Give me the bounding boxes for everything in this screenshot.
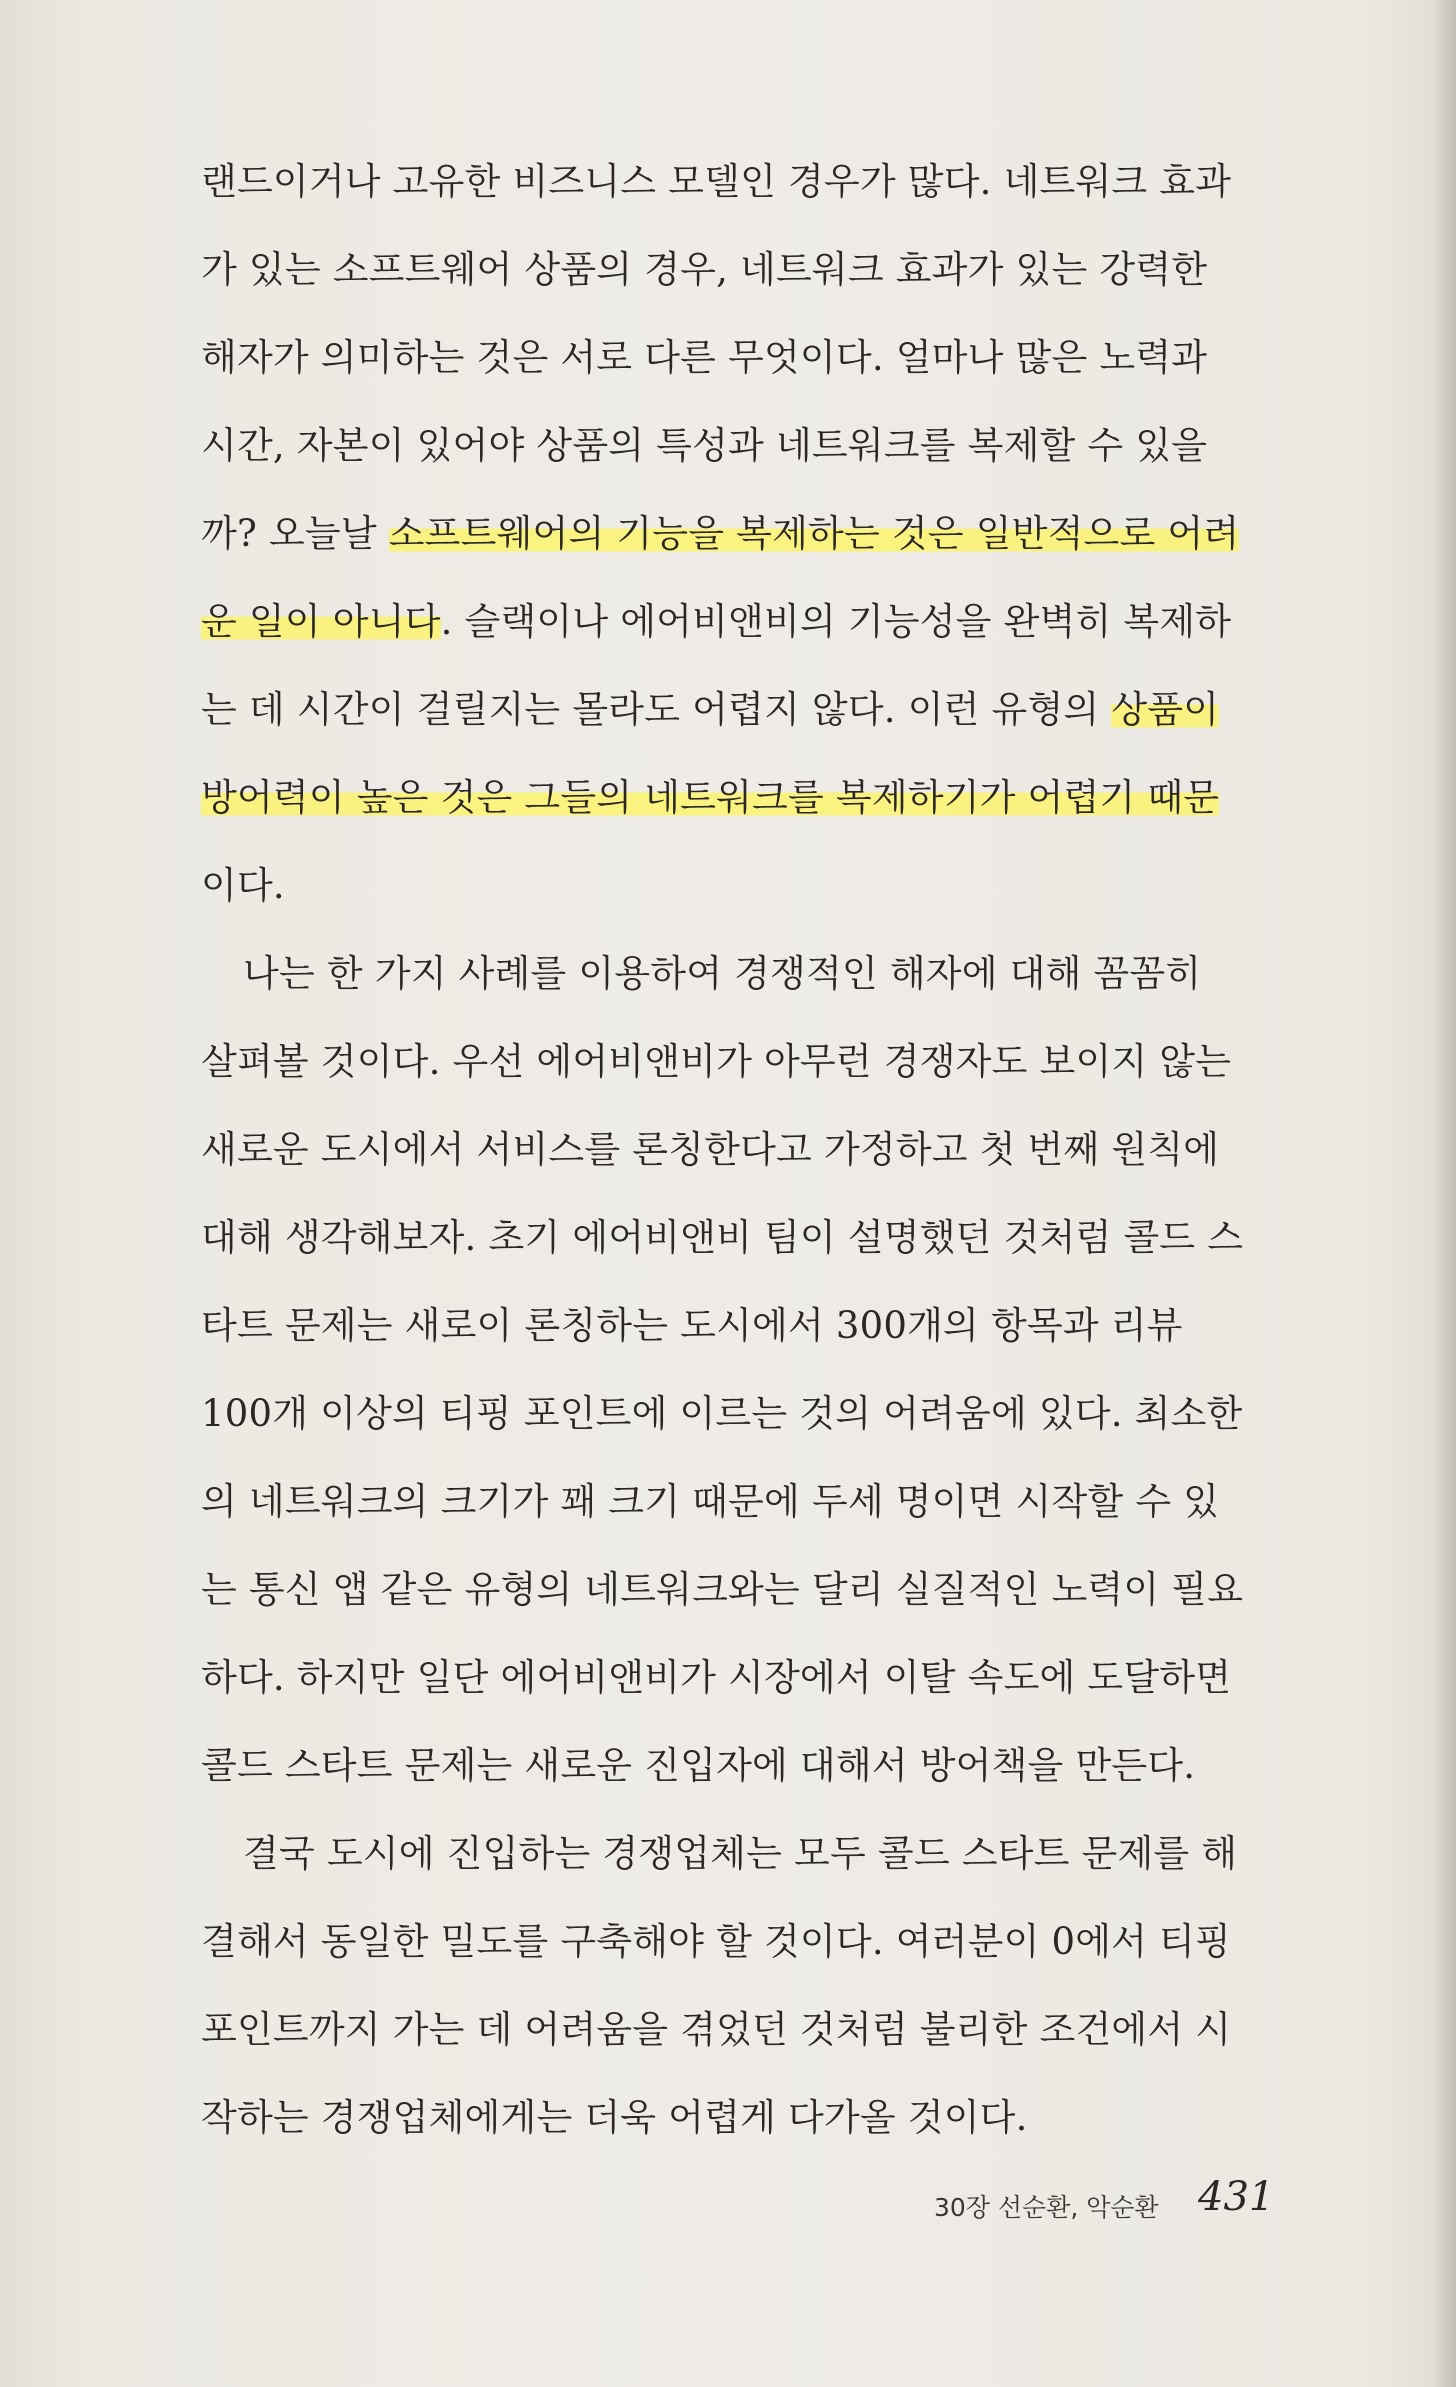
paragraph-1-line-4: 시간, 자본이 있어야 상품의 특성과 네트워크를 복제할 수 있을 [201, 424, 1208, 467]
paragraph-3-line-3: 포인트까지 가는 데 어려움을 겪었던 것처럼 불리한 조건에서 시 [201, 2008, 1232, 2051]
paragraph-2-line-10: 콜드 스타트 문제는 새로운 진입자에 대해서 방어책을 만든다. [201, 1744, 1196, 1787]
paragraph-1-line-1: 랜드이거나 고유한 비즈니스 모델인 경우가 많다. 네트워크 효과 [201, 160, 1232, 203]
paragraph-2-line-5: 타트 문제는 새로이 론칭하는 도시에서 300개의 항목과 리뷰 [201, 1304, 1183, 1347]
paragraph-3-line-4: 작하는 경쟁업체에게는 더욱 어렵게 다가올 것이다. [201, 2096, 1028, 2139]
line-6-plain-text: . 슬랙이나 에어비앤비의 기능성을 완벽히 복제하 [440, 600, 1232, 643]
paragraph-1-line-5 [201, 490, 1263, 578]
highlighted-text: 방어력이 높은 것은 그들의 네트워크를 복제하기가 어렵기 때문 [201, 776, 1220, 819]
paragraph-2-line-6: 100개 이상의 티핑 포인트에 이르는 것의 어려움에 있다. 최소한 [201, 1392, 1243, 1435]
paragraph-3-line-1: 결국 도시에 진입하는 경쟁업체는 모두 콜드 스타트 문제를 해 [243, 1832, 1238, 1875]
paragraph-2-line-2: 살펴볼 것이다. 우선 에어비앤비가 아무런 경쟁자도 보이지 않는 [201, 1040, 1232, 1083]
paragraph-2-line-4: 대해 생각해보자. 초기 에어비앤비 팀이 설명했던 것처럼 콜드 스 [201, 1216, 1244, 1259]
paragraph-1-line-3: 해자가 의미하는 것은 서로 다른 무엇이다. 얼마나 많은 노력과 [201, 336, 1208, 379]
line-7-plain-text: 는 데 시간이 걸릴지는 몰라도 어렵지 않다. 이런 유형의 [201, 688, 1112, 731]
highlighted-text: 운 일이 아니다 [201, 600, 441, 643]
line-5-plain-text: 까? 오늘날 [201, 512, 389, 555]
page-footer [934, 2174, 1274, 2234]
highlighted-text: 소프트웨어의 기능을 복제하는 것은 일반적으로 어려 [388, 512, 1240, 555]
paragraph-2-line-8: 는 통신 앱 같은 유형의 네트워크와는 달리 실질적인 노력이 필요 [201, 1568, 1244, 1611]
page-number: 431 [1198, 2174, 1275, 2220]
body-text [201, 138, 1263, 2162]
paragraph-1-line-6 [201, 578, 1263, 666]
highlighted-text: 상품이 [1111, 688, 1220, 731]
paragraph-2-line-1: 나는 한 가지 사례를 이용하여 경쟁적인 해자에 대해 꼼꼼히 [243, 952, 1202, 995]
paragraph-2-line-9: 하다. 하지만 일단 에어비앤비가 시장에서 이탈 속도에 도달하면 [201, 1656, 1232, 1699]
paragraph-1-line-8 [201, 754, 1263, 842]
running-head: 30장 선순환, 악순환 [934, 2193, 1159, 2222]
paragraph-2-line-7: 의 네트워크의 크기가 꽤 크기 때문에 두세 명이면 시작할 수 있 [201, 1480, 1220, 1523]
page-edge-shadow [1434, 0, 1456, 2387]
paragraph-2-line-3: 새로운 도시에서 서비스를 론칭한다고 가정하고 첫 번째 원칙에 [201, 1128, 1220, 1171]
paragraph-1-line-7 [201, 666, 1263, 754]
paragraph-1-line-2: 가 있는 소프트웨어 상품의 경우, 네트워크 효과가 있는 강력한 [201, 248, 1208, 291]
paragraph-1-line-9: 이다. [201, 864, 285, 907]
paragraph-3-line-2: 결해서 동일한 밀도를 구축해야 할 것이다. 여러분이 0에서 티핑 [201, 1920, 1231, 1963]
